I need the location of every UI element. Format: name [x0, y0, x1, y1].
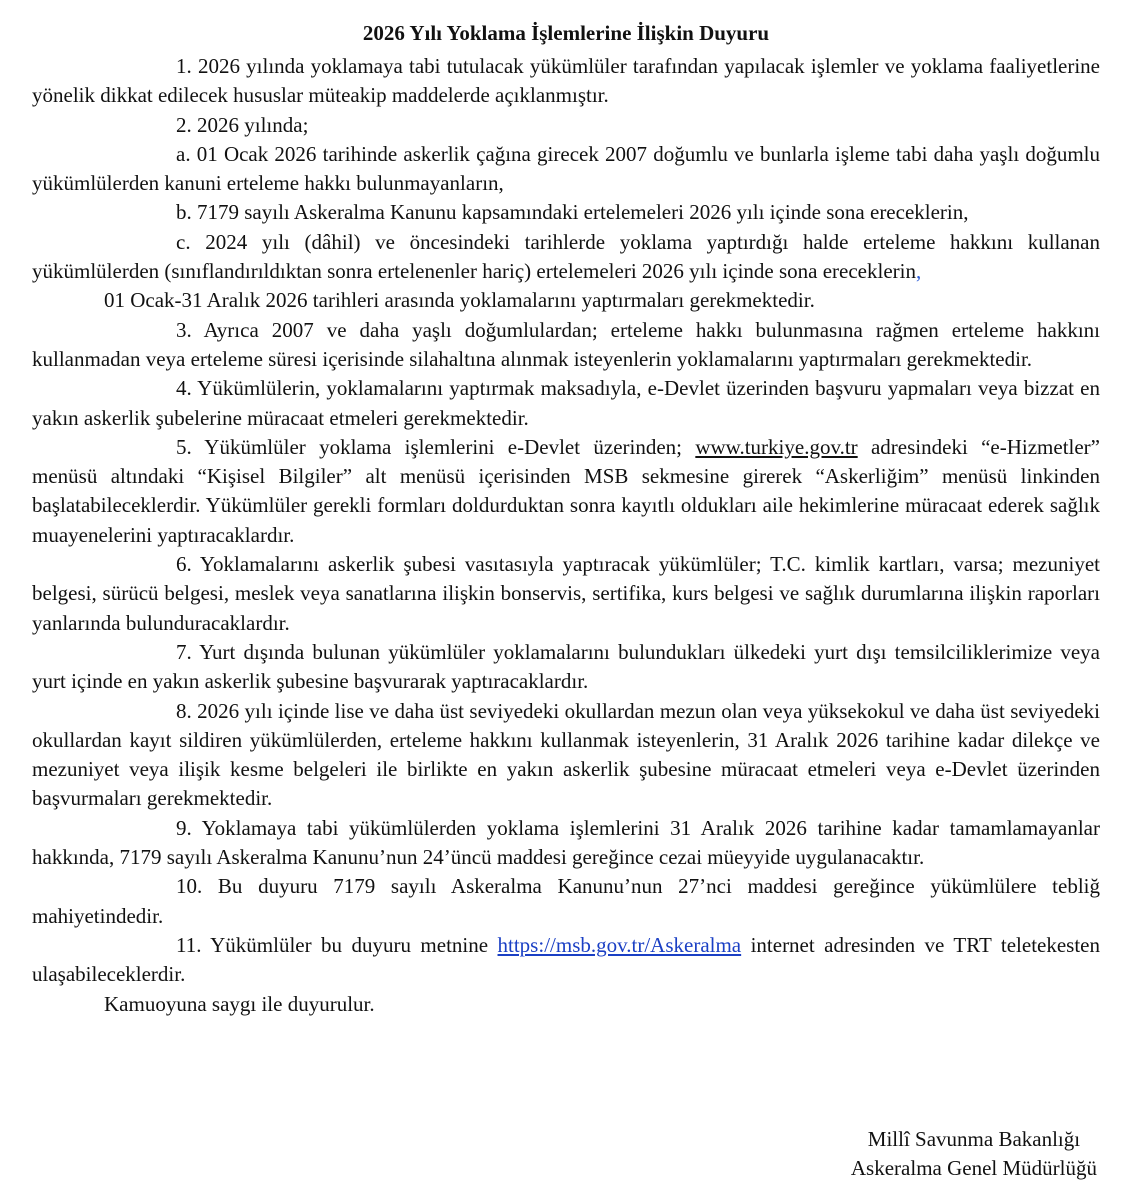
document-title: 2026 Yılı Yoklama İşlemlerine İlişkin Duyuru [362, 21, 770, 45]
sub-item-letter: b. [176, 200, 192, 225]
paragraph-number: 3. [176, 317, 192, 342]
paragraph-number: 1. [176, 54, 192, 78]
paragraph-text: Yükümlülerin, yoklamalarını yaptırmak maksadıyla, e-Devlet üzerinden başvuru yapmaları veya bizzat en yakın askerlik şubelerine müracaat etmeleri gerekmektedir. [32, 376, 1100, 430]
paragraph-number: 8. [176, 698, 192, 723]
paragraph-number: 5. [176, 434, 192, 459]
trailing-comma: , [915, 259, 922, 284]
paragraph-1 [32, 52, 1100, 111]
sub-item-letter: c. [176, 229, 191, 254]
ministry-name: Millî Savunma Bakanlığı [867, 1127, 1081, 1151]
paragraph-text: Bu duyuru 7179 sayılı Askeralma Kanunu’nun 27’nci maddesi gereğince yükümlülere tebliğ mahiyetindedir. [32, 874, 1101, 928]
paragraph-text: Yurt dışında bulunan yükümlüler yoklamalarını bulundukları ülkedeki yurt dışı temsilciliklerimize veya yurt içinde en yakın askerlik şubesine başvurarak yaptıracaklardır. [32, 639, 1100, 694]
paragraph-number: 7. [176, 639, 192, 664]
paragraph-number: 9. [176, 815, 192, 840]
paragraph-7 [32, 638, 1100, 697]
paragraph-text: Kamuoyuna saygı ile duyurulur. [104, 991, 375, 1016]
paragraph-text: 2026 yılı içinde lise ve daha üst seviyedeki okullardan mezun olan veya yüksekokul ve daha üst seviyedeki okullardan kayıt sildiren yükümlülerden, erteleme hakkını kullanmak isteyenlerin, 31 Aralık 2026 tarihine kadar dilekçe ve mezuniyet veya ilişik kesme belgeleri ile birlikte en yakın askerlik şubesine müracaat etmeleri veya e-Devlet üzerinden başvurmaları gerekmektedir. [32, 698, 1100, 811]
paragraph-5 [32, 433, 1100, 550]
paragraph-text: 01 Ocak 2026 tarihinde askerlik çağına girecek 2007 doğumlu ve bunlarla işleme tabi daha yaşlı doğumlu yükümlülerden kanuni erteleme hakkı bulunmayanların, [32, 141, 1100, 196]
paragraph-number: 4. [176, 376, 192, 401]
paragraph-6 [32, 550, 1100, 638]
paragraph-8 [32, 697, 1100, 814]
paragraph-2c [32, 228, 1100, 287]
closing-statement [32, 990, 1100, 1019]
paragraph-number: 10. [176, 874, 203, 899]
paragraph-11 [32, 931, 1100, 990]
paragraph-2b [32, 198, 1100, 227]
turkiye-gov-link[interactable]: www.turkiye.gov.tr [695, 434, 858, 459]
paragraph-text: adresindeki “e-Hizmetler” menüsü altındaki “Kişisel Bilgiler” alt menüsü içerisinden MSB sekmesine girerek “Askerliğim” menüsü linkinden başlatabileceklerdir. Yükümlüler gerekli formları doldurduktan sonra kayıtlı oldukları aile hekimlerine müracaat ederek sağlık muayenelerini yaptıracaklardır. [32, 434, 1100, 547]
paragraph-text: Yoklamalarını askerlik şubesi vasıtasıyla yaptıracak yükümlüler; T.C. kimlik kartları, varsa; mezuniyet belgesi, sürücü belgesi, meslek veya sanatlarına ilişkin bonservis, sertifika, kurs belgesi ve sağlık durumlarına ilişkin raporları yanlarında bulunduracaklardır. [32, 552, 1100, 635]
paragraph-3 [32, 316, 1100, 375]
directorate-name: Askeralma Genel Müdürlüğü [850, 1156, 1097, 1180]
paragraph-number: 2. [176, 112, 192, 137]
paragraph-text: Yükümlüler bu duyuru metnine [210, 932, 489, 957]
paragraph-text: 01 Ocak-31 Aralık 2026 tarihleri arasında yoklamalarını yaptırmaları gerekmektedir. [104, 288, 815, 313]
paragraph-4 [32, 374, 1100, 433]
paragraph-text: 2024 yılı (dâhil) ve öncesindeki tarihlerde yoklama yaptırdığı halde erteleme hakkını kullanan yükümlülerden (sınıflandırıldıktan sonra ertelenenler hariç) ertelemeleri 2026 yılı içinde sona ereceklerin [32, 229, 1100, 284]
paragraph-text: internet adresinden ve TRT teletekesten ulaşabileceklerdir. [32, 932, 1100, 987]
paragraph-text: 7179 sayılı Askeralma Kanunu kapsamındaki ertelemeleri 2026 yılı içinde sona ereceklerin, [197, 200, 969, 225]
paragraph-text: Ayrıca 2007 ve daha yaşlı doğumlulardan; erteleme hakkı bulunmasına rağmen erteleme hakkını kullanmadan veya erteleme süresi içerisinde silahaltına alınmak isteyenlerin yoklamalarını yaptırmaları gerekmektedir. [32, 317, 1100, 371]
paragraph-number: 11. [176, 932, 202, 957]
announcement-document [32, 18, 1100, 1019]
sub-item-letter: a. [176, 141, 191, 166]
paragraph-text: 2026 yılında yoklamaya tabi tutulacak yükümlüler tarafından yapılacak işlemler ve yoklama faaliyetlerine yönelik dikkat edilecek hususlar müteakip maddelerde açıklanmıştır. [32, 54, 1100, 108]
paragraph-2-conclusion [32, 286, 1100, 315]
paragraph-text: Yoklamaya tabi yükümlülerden yoklama işlemlerini 31 Aralık 2026 tarihine kadar tamamlamayanlar hakkında, 7179 sayılı Askeralma Kanunu’nun 24’üncü maddesi gereğince cezai müeyyide uygulanacaktır. [32, 815, 1100, 870]
msb-askeralma-link[interactable]: https://msb.gov.tr/Askeralma [497, 932, 742, 957]
paragraph-2a [32, 140, 1100, 199]
paragraph-text: 2026 yılında; [197, 112, 309, 137]
paragraph-2 [32, 111, 1100, 140]
paragraph-text: Yükümlüler yoklama işlemlerini e-Devlet üzerinden; [204, 434, 683, 459]
paragraph-9 [32, 814, 1100, 873]
signature-block [851, 1125, 1097, 1183]
paragraph-10 [32, 872, 1100, 931]
paragraph-number: 6. [176, 552, 192, 577]
